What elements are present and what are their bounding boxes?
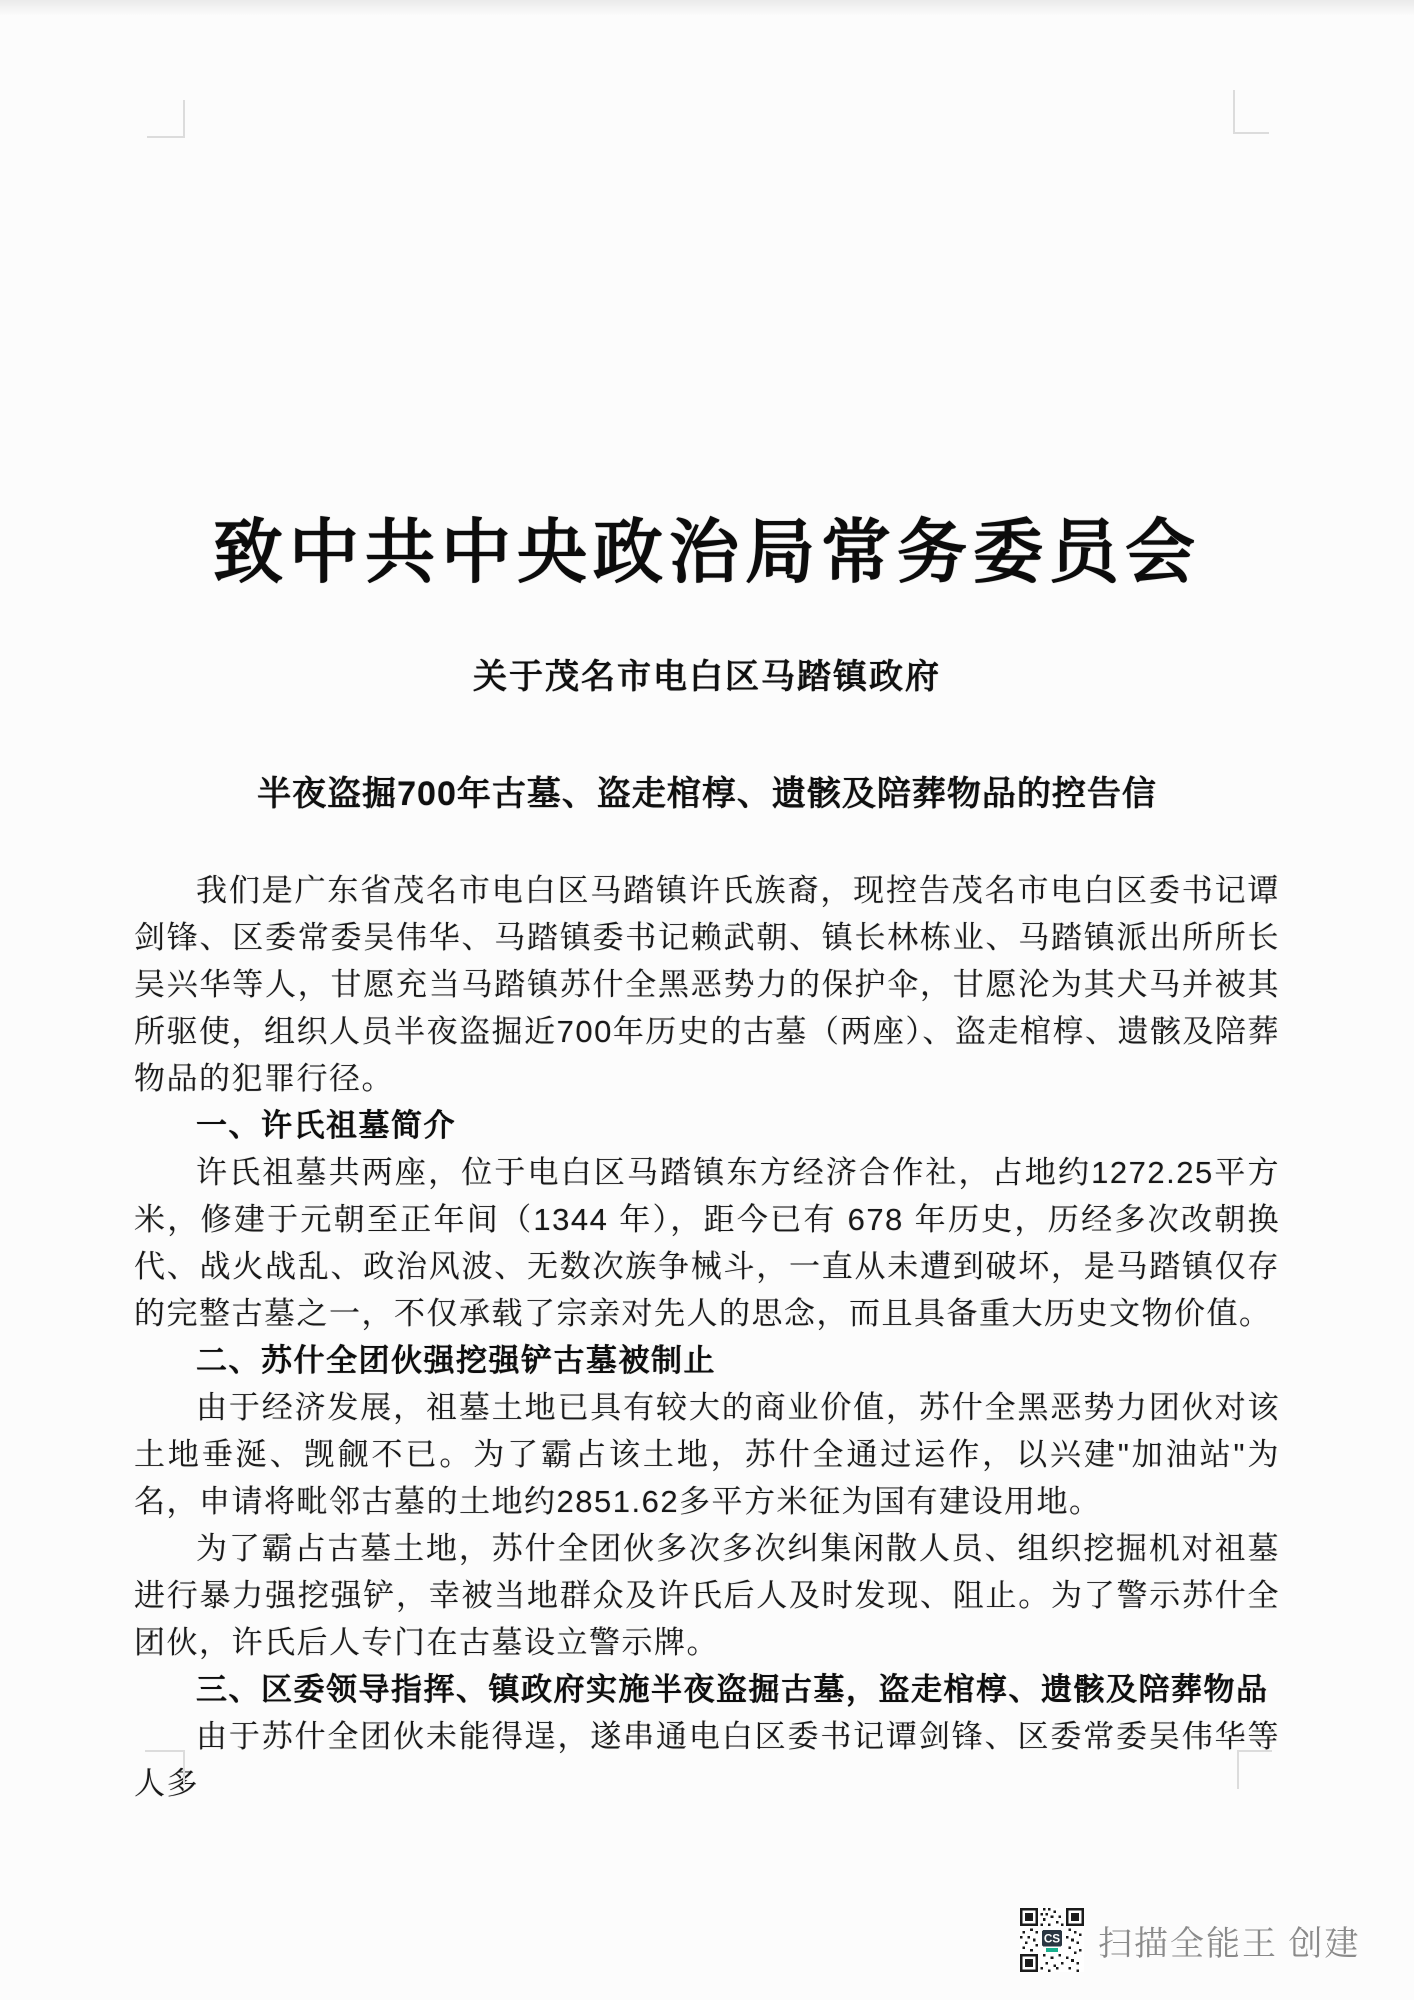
section-heading-3: 三、区委领导指挥、镇政府实施半夜盗掘古墓，盗走棺椁、遗骸及陪葬物品 <box>196 1671 1269 1707</box>
crop-mark-bottom-left <box>145 1750 185 1785</box>
document-subtitle: 关于茂名市电白区马踏镇政府 <box>473 657 941 696</box>
camscanner-watermark <box>1020 1908 1361 1972</box>
paragraph-intro: 我们是广东省茂名市电白区马踏镇许氏族裔，现控告茂名市电白区委书记谭剑锋、区委常委吴伟华、马踏镇委书记赖武朝、镇长林栋业、马踏镇派出所所长吴兴华等人，甘愿充当马踏镇苏什全黑恶势力的保护伞，甘愿沦为其犬马并被其所驱使，组织人员半夜盗掘近700年历史的古墓（两座）、盗走棺椁、遗骸及陪葬物品的犯罪行径。 <box>134 872 1280 1096</box>
watermark-label: 扫描全能王 创建 <box>1098 1925 1361 1963</box>
paragraph-section-3: 由于苏什全团伙未能得逞，遂串通电白区委书记谭剑锋、区委常委吴伟华等人多 <box>134 1718 1280 1801</box>
document-subject-line: 半夜盗掘700年古墓、盗走棺椁、遗骸及陪葬物品的控告信 <box>257 774 1157 813</box>
crop-mark-top-right <box>1233 90 1269 134</box>
qr-code-icon <box>1020 1908 1084 1972</box>
paragraph-section-1: 许氏祖墓共两座，位于电白区马踏镇东方经济合作社，占地约1272.25平方米，修建于元朝至正年间（1344 年），距今已有 678 年历史，历经多次改朝换代、战火战乱、政治风波、无数次族争械斗，一直从未遭到破坏，是马踏镇仅存的完整古墓之一，不仅承载了宗亲对先人的思念，而且具备重大历史文物价值。 <box>134 1154 1280 1331</box>
crop-mark-bottom-right <box>1237 1750 1272 1789</box>
section-heading-2: 二、苏什全团伙强挖强铲古墓被制止 <box>196 1342 716 1378</box>
paragraph-section-2b: 为了霸占古墓土地，苏什全团伙多次多次纠集闲散人员、组织挖掘机对祖墓进行暴力强挖强铲，幸被当地群众及许氏后人及时发现、阻止。为了警示苏什全团伙，许氏后人专门在古墓设立警示牌。 <box>134 1530 1280 1660</box>
crop-mark-top-left <box>147 100 185 138</box>
qr-logo-text: CS <box>1043 1932 1061 1946</box>
document-body <box>134 867 1280 1807</box>
section-heading-1: 一、许氏祖墓简介 <box>196 1107 456 1143</box>
page-title: 致中共中央政治局常务委员会 <box>213 513 1201 591</box>
paragraph-section-2a: 由于经济发展，祖墓土地已具有较大的商业价值，苏什全黑恶势力团伙对该土地垂涎、觊觎不已。为了霸占该土地，苏什全通过运作，以兴建"加油站"为名，申请将毗邻古墓的土地约2851.62多平方米征为国有建设用地。 <box>134 1389 1280 1519</box>
